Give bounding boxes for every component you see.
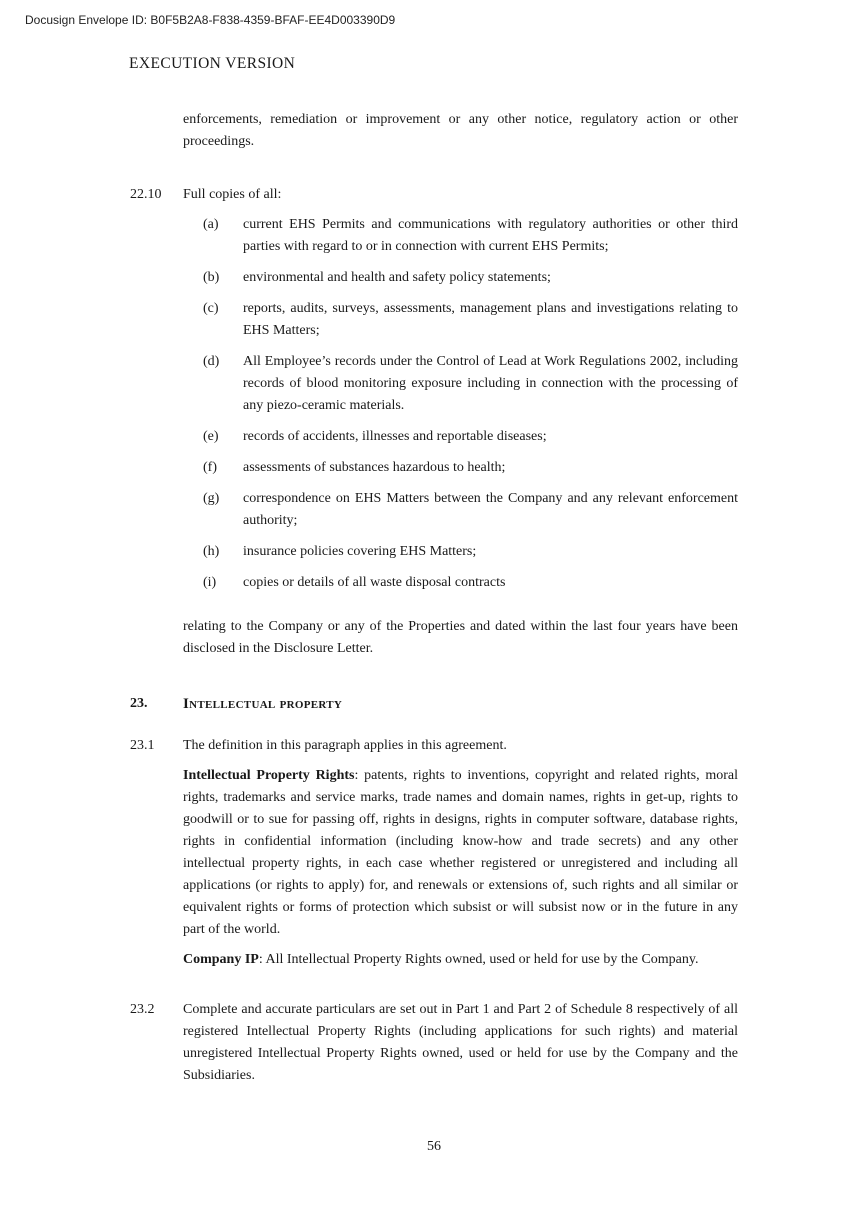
definition-term: Company IP <box>183 952 259 967</box>
execution-version-label: EXECUTION VERSION <box>129 55 296 72</box>
list-item-g <box>203 488 738 532</box>
definition-text: : All Intellectual Property Rights owned, used or held for use by the Company. <box>258 952 699 967</box>
list-item-text: assessments of substances hazardous to health; <box>243 460 506 475</box>
section-title: Intellectual property <box>183 696 343 712</box>
list-item-letter: (h) <box>203 544 220 559</box>
clause-number: 23.2 <box>130 1002 155 1017</box>
list-item-f <box>203 457 738 479</box>
list-item-letter: (e) <box>203 429 219 444</box>
definition-term: Intellectual Property Rights <box>183 768 355 783</box>
list-item-text: insurance policies covering EHS Matters; <box>243 544 477 559</box>
list-item-a <box>203 214 738 258</box>
clause-22-10 <box>130 184 738 660</box>
list-item-text: current EHS Permits and communications with regulatory authorities or other third parties with regard to or in connection with current EHS Permits; <box>243 217 738 254</box>
document-body <box>130 109 738 1087</box>
clause-lead-text: Full copies of all: <box>183 187 282 202</box>
definition-text: : patents, rights to inventions, copyright and related rights, moral rights, trademarks and service marks, trade names and domain names, rights in get-up, rights to goodwill or to sue for passing off, rights in designs, rights in computer software, database rights, rights in confidential information (including know-how and trade secrets) and any other intellectual property rights, in each case whether registered or unregistered and including all applications (or rights to apply) for, and renewals or extensions of, such rights and all similar or equivalent rights or forms of protection which subsist or will subsist now or in the future in any part of the world. <box>183 768 738 937</box>
clause-number: 22.10 <box>130 187 162 202</box>
clause-23-2 <box>130 999 738 1087</box>
list-item-b <box>203 267 738 289</box>
list-item-letter: (a) <box>203 217 219 232</box>
clause-lead-text: The definition in this paragraph applies in this agreement. <box>183 738 507 753</box>
page-number: 56 <box>427 1139 441 1154</box>
list-item-text: correspondence on EHS Matters between the Company and any relevant enforcement authority; <box>243 491 738 528</box>
section-number: 23. <box>130 696 148 711</box>
list-item-text: copies or details of all waste disposal contracts <box>243 575 506 590</box>
list-item-text: All Employee’s records under the Control of Lead at Work Regulations 2002, including records of blood monitoring exposure including in connection with the processing of any piezo-ceramic materials. <box>243 354 738 413</box>
definition-intellectual-property-rights <box>183 765 738 941</box>
list-item-text: reports, audits, surveys, assessments, management plans and investigations relating to EHS Matters; <box>243 301 738 338</box>
list-item-e <box>203 426 738 448</box>
list-item-text: records of accidents, illnesses and reportable diseases; <box>243 429 547 444</box>
section-23-heading <box>130 693 738 715</box>
list-item-letter: (g) <box>203 491 220 506</box>
clause-number: 23.1 <box>130 738 155 753</box>
list-item-letter: (i) <box>203 575 217 590</box>
docusign-envelope-banner: Docusign Envelope ID: B0F5B2A8-F838-4359-BFAF-EE4D003390D9 <box>25 13 396 27</box>
list-item-letter: (d) <box>203 354 220 369</box>
list-item-i <box>203 572 738 594</box>
list-item-text: environmental and health and safety policy statements; <box>243 270 551 285</box>
carryover-paragraph: enforcements, remediation or improvement or any other notice, regulatory action or other proceedings. <box>183 112 738 149</box>
clause-23-1 <box>130 735 738 971</box>
clause-text: Complete and accurate particulars are set out in Part 1 and Part 2 of Schedule 8 respectively of all registered Intellectual Property Rights (including applications for such rights) and material unregistered Intellectual Property Rights owned, used or held for use by the Company and the Subsidiaries. <box>183 1002 738 1083</box>
clause-22-10-sublist <box>203 214 738 594</box>
clause-22-10-closing: relating to the Company or any of the Properties and dated within the last four years have been disclosed in the Disclosure Letter. <box>183 619 738 656</box>
list-item-h <box>203 541 738 563</box>
list-item-c <box>203 298 738 342</box>
list-item-d <box>203 351 738 417</box>
list-item-letter: (b) <box>203 270 220 285</box>
definition-company-ip <box>183 949 738 971</box>
list-item-letter: (f) <box>203 460 217 475</box>
list-item-letter: (c) <box>203 301 219 316</box>
